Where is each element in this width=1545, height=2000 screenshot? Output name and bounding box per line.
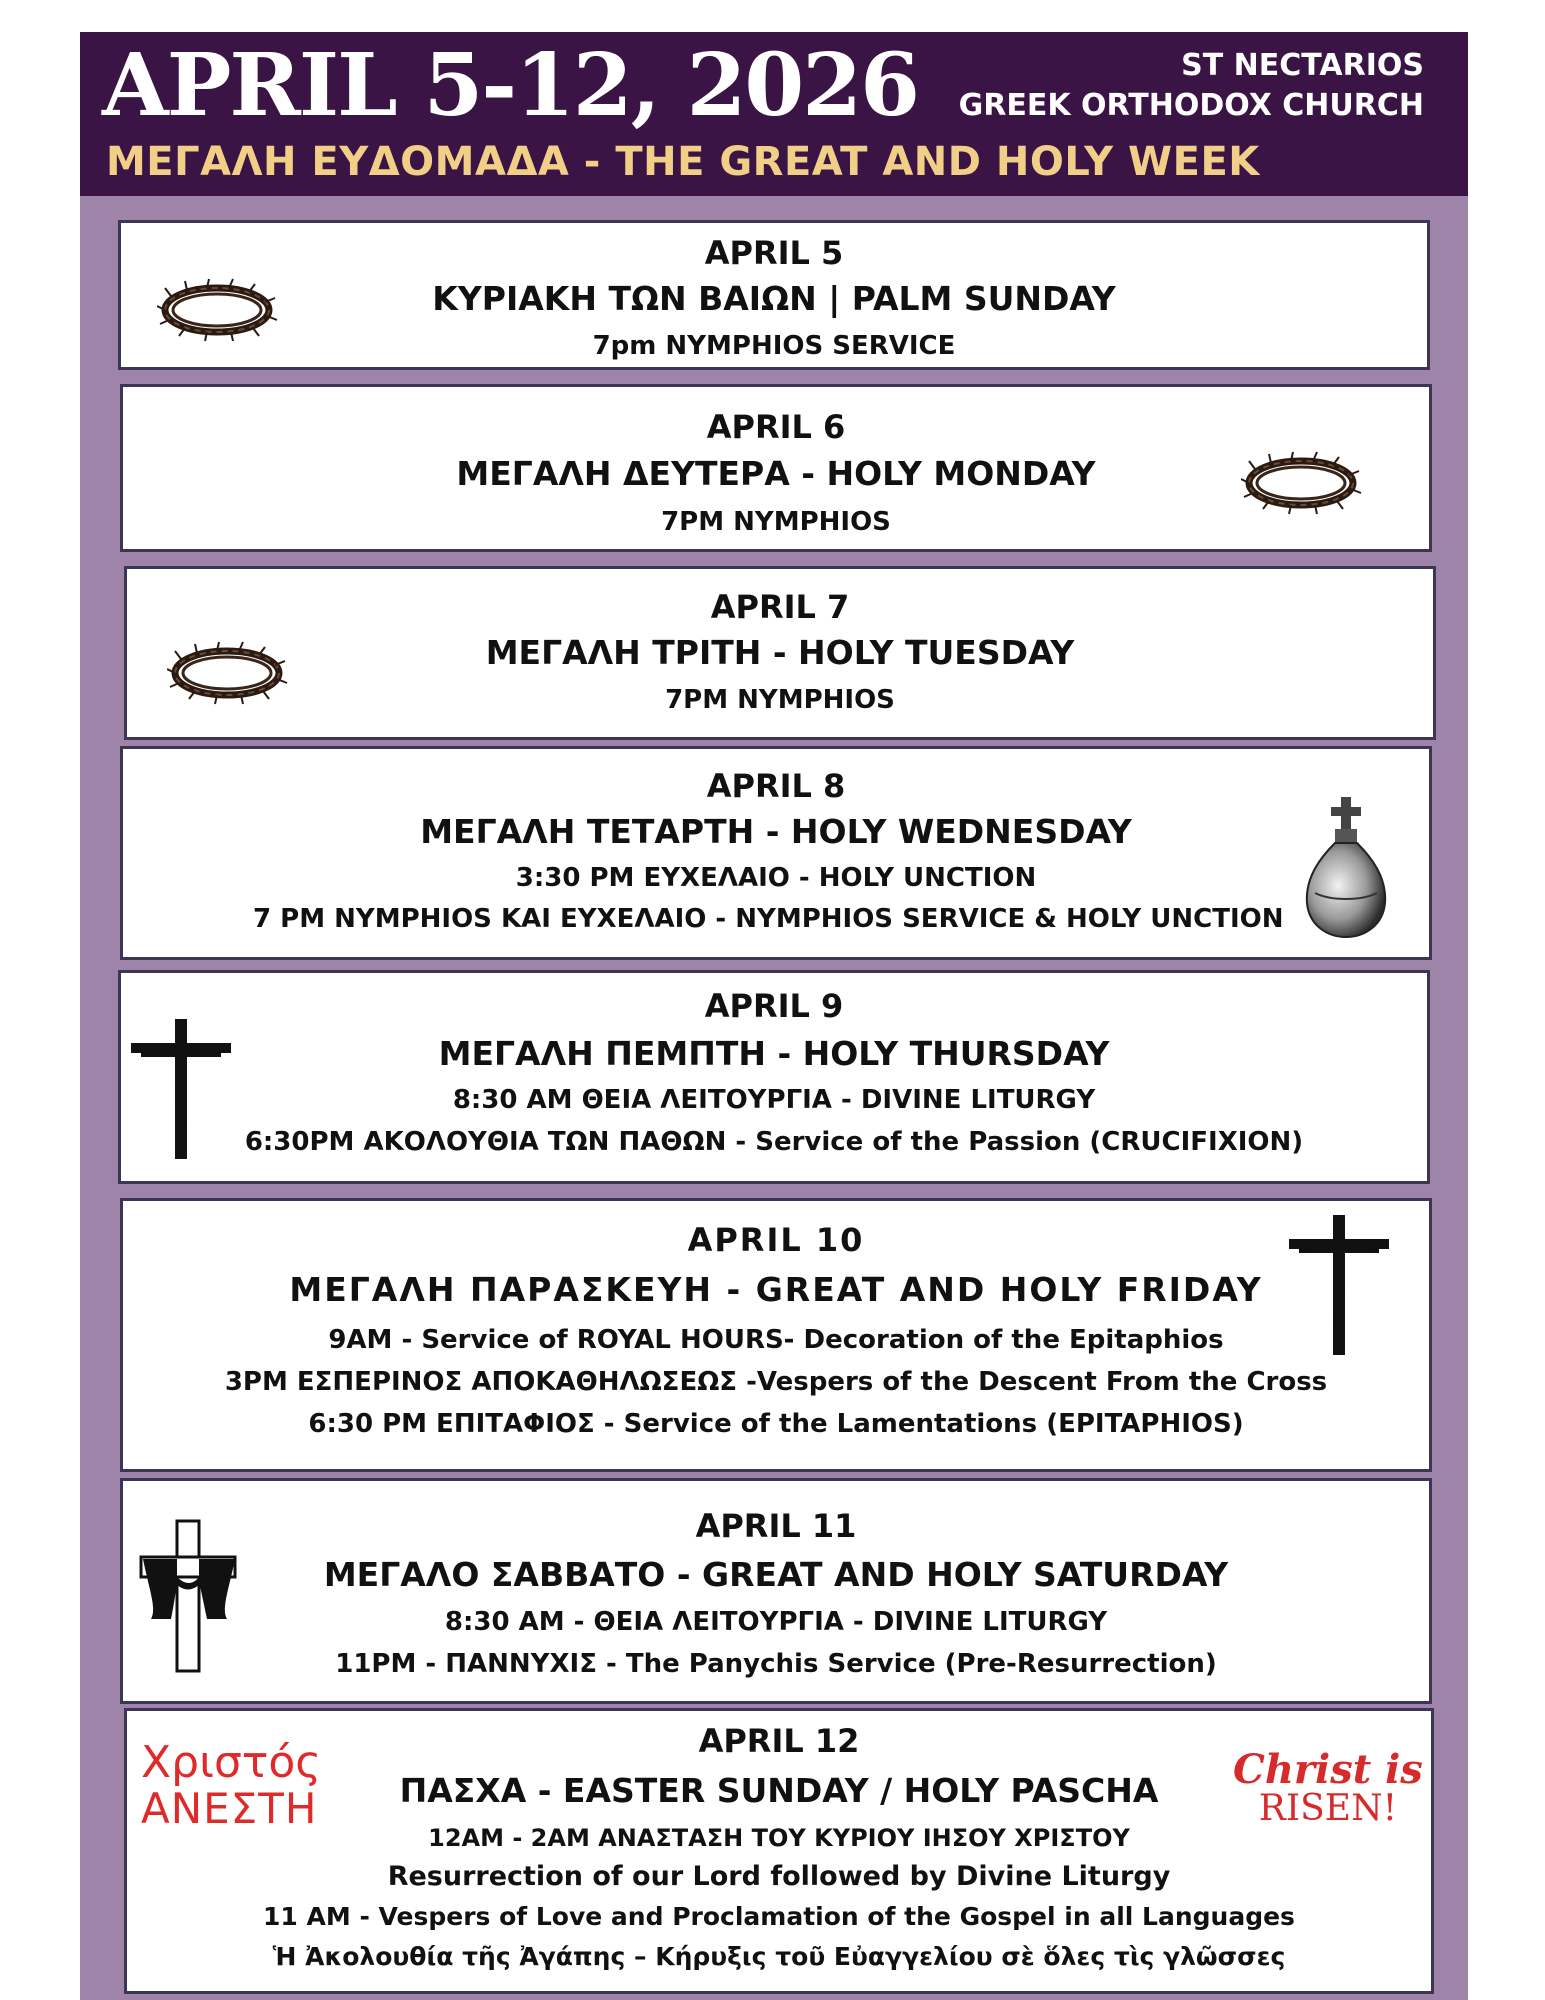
day-date: APRIL 12 xyxy=(698,1722,860,1760)
service-line: 6:30PM ΑΚΟΛΟΥΘΙΑ ΤΩΝ ΠΑΘΩΝ - Service of the Passion (CRUCIFIXION) xyxy=(244,1127,1304,1157)
day-card-april-10 xyxy=(120,1198,1432,1472)
holy-oil-vessel-icon xyxy=(1301,797,1391,941)
crown-of-thorns-icon xyxy=(157,278,281,344)
day-date: APRIL 6 xyxy=(706,408,846,446)
crucifix-icon xyxy=(131,1019,231,1159)
day-date: APRIL 10 xyxy=(687,1221,865,1259)
day-name: ΜΕΓΑΛΗ ΠΕΜΠΤΗ - HOLY THURSDAY xyxy=(438,1034,1110,1073)
christ-is-risen-greeting xyxy=(1233,1746,1423,1829)
church-name-line2: GREEK ORTHODOX CHURCH xyxy=(958,88,1424,123)
crucifix-icon xyxy=(1289,1215,1389,1355)
service-line: 11PM - ΠΑΝΝΥΧΙΣ - The Panychis Service (Pre-Resurrection) xyxy=(335,1649,1217,1679)
service-line: 8:30 AM ΘΕΙΑ ΛΕΙΤΟΥΡΓΙΑ - DIVINE LITURGY xyxy=(452,1085,1096,1115)
service-line: Ἡ Ἀκολουθία τῆς Ἀγάπης – Κήρυξις τοῦ Εὐαγγελίου σὲ ὅλες τὶς γλῶσσες xyxy=(272,1942,1286,1971)
service-line: 3PM ΕΣΠΕΡΙΝΟΣ ΑΠΟΚΑΘΗΛΩΣΕΩΣ -Vespers of the Descent From the Cross xyxy=(224,1367,1328,1397)
service-line: 7 PM NYMPHIOS ΚΑΙ ΕΥΧΕΛΑΙΟ - NYMPHIOS SERVICE & HOLY UNCTION xyxy=(253,904,1284,934)
day-card-april-7 xyxy=(124,566,1436,740)
day-name: ΚΥΡΙΑΚΗ ΤΩΝ ΒΑΙΩΝ | PALM SUNDAY xyxy=(432,279,1116,318)
greeting-line1: Christ is xyxy=(1233,1746,1423,1793)
service-line: 12AM - 2AM ΑΝΑΣΤΑΣΗ ΤΟΥ ΚΥΡΙΟΥ ΙΗΣΟΥ ΧΡΙΣΤΟΥ xyxy=(428,1824,1130,1852)
day-card-april-11 xyxy=(120,1478,1432,1704)
crown-of-thorns-icon xyxy=(167,641,291,707)
church-name-line1: ST NECTARIOS xyxy=(1181,48,1424,83)
greeting-line1: Χριστός xyxy=(141,1737,322,1788)
greeting-line2: RISEN! xyxy=(1258,1788,1398,1829)
service-line: 3:30 PM ΕΥΧΕΛΑΙΟ - HOLY UNCTION xyxy=(515,863,1037,893)
service-line: Resurrection of our Lord followed by Divine Liturgy xyxy=(387,1861,1171,1892)
day-card-april-5 xyxy=(118,220,1430,370)
service-line: 9AM - Service of ROYAL HOURS- Decoration of the Epitaphios xyxy=(328,1325,1224,1355)
service-line: 7PM NYMPHIOS xyxy=(661,507,891,537)
day-name: ΜΕΓΑΛΗ ΤΡΙΤΗ - HOLY TUESDAY xyxy=(485,633,1075,672)
day-date: APRIL 11 xyxy=(695,1507,857,1545)
draped-cross-icon xyxy=(137,1519,241,1675)
header-banner xyxy=(80,32,1468,196)
greeting-line2: ΑΝΕΣΤΗ xyxy=(141,1784,318,1833)
crown-of-thorns-icon xyxy=(1241,451,1365,517)
day-date: APRIL 7 xyxy=(710,588,850,626)
day-date: APRIL 9 xyxy=(704,987,844,1025)
day-name: ΜΕΓΑΛΗ ΠΑΡΑΣΚΕΥΗ - GREAT AND HOLY FRIDAY xyxy=(289,1270,1263,1309)
service-line: 7pm NYMPHIOS SERVICE xyxy=(592,331,956,361)
day-card-april-12 xyxy=(124,1708,1434,1994)
service-line: 6:30 PM ΕΠΙΤΑΦΙΟΣ - Service of the Lamentations (EPITAPHIOS) xyxy=(308,1409,1244,1439)
service-line: 7PM NYMPHIOS xyxy=(665,685,895,715)
day-name: ΠΑΣΧΑ - EASTER SUNDAY / HOLY PASCHA xyxy=(399,1771,1159,1810)
page-subtitle: ΜΕΓΑΛΗ ΕΥΔΟΜΑΔΑ - THE GREAT AND HOLY WEEK xyxy=(106,139,1260,185)
page-title: APRIL 5-12, 2026 xyxy=(102,35,918,136)
day-name: ΜΕΓΑΛΗ ΤΕΤΑΡΤΗ - HOLY WEDNESDAY xyxy=(420,812,1132,851)
church-name xyxy=(959,46,1424,126)
day-card-april-8 xyxy=(120,746,1432,960)
day-card-april-6 xyxy=(120,384,1432,552)
day-date: APRIL 5 xyxy=(704,234,844,272)
day-name: ΜΕΓΑΛΟ ΣΑΒΒΑΤΟ - GREAT AND HOLY SATURDAY xyxy=(323,1555,1229,1594)
service-line: 8:30 AM - ΘΕΙΑ ΛΕΙΤΟΥΡΓΙΑ - DIVINE LITURGY xyxy=(444,1607,1108,1637)
day-name: ΜΕΓΑΛΗ ΔΕΥΤΕΡΑ - HOLY MONDAY xyxy=(456,454,1096,493)
day-date: APRIL 8 xyxy=(706,767,846,805)
service-line: 11 AM - Vespers of Love and Proclamation of the Gospel in all Languages xyxy=(263,1902,1295,1931)
christos-anesti-greeting xyxy=(141,1739,321,1831)
day-card-april-9 xyxy=(118,970,1430,1184)
